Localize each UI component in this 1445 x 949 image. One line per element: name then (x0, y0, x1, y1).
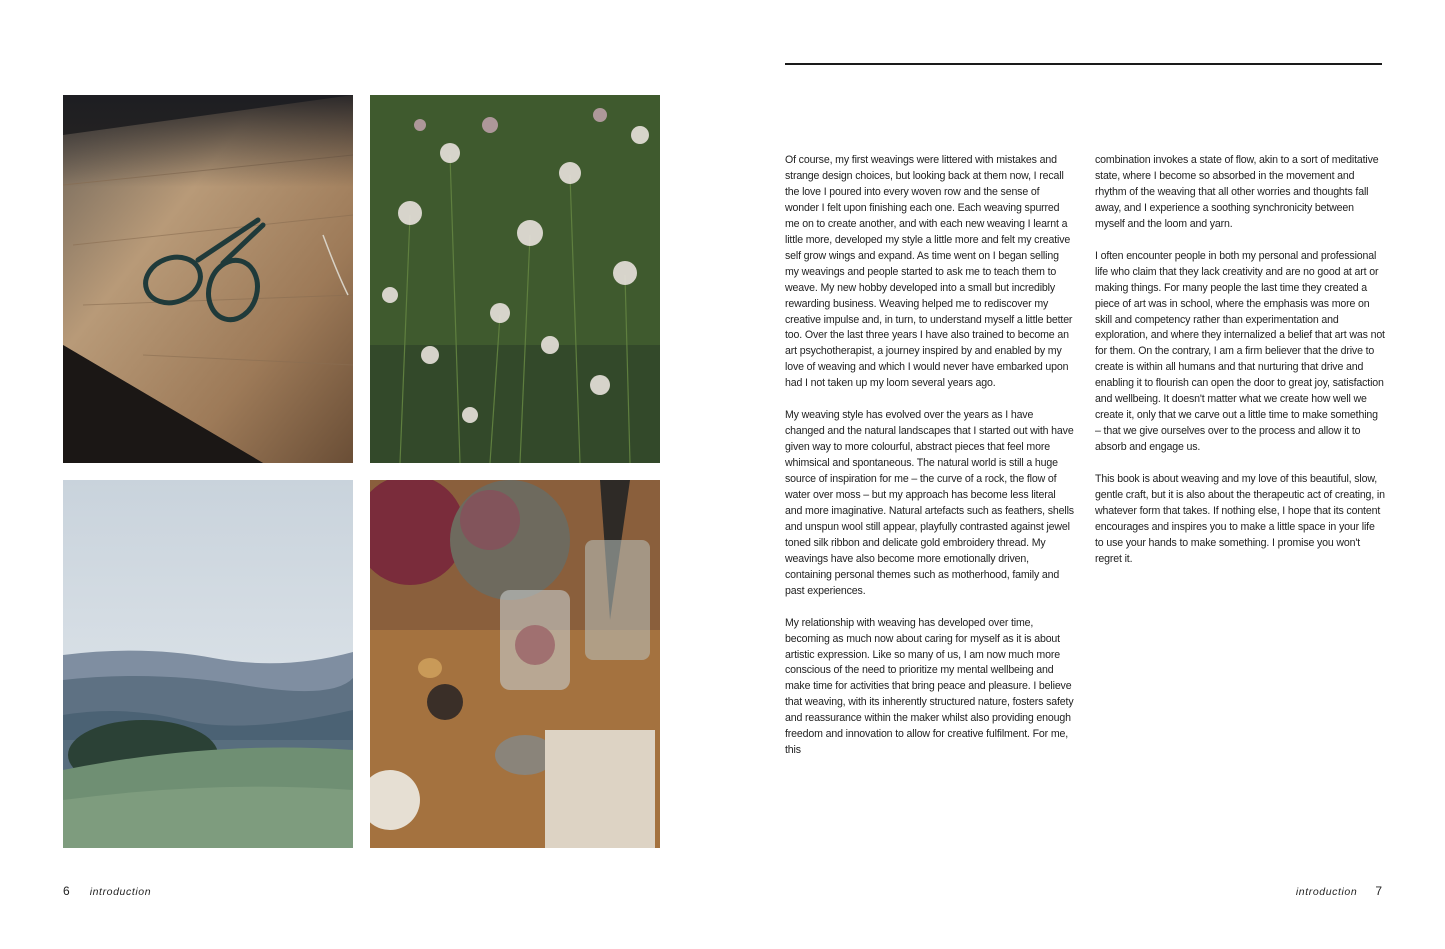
paragraph: My weaving style has evolved over the years as I have changed and the natural landscapes that I started out with have given way to more colourful, abstract pieces that feel more whimsical and spontaneous. The natural world is still a huge source of inspiration for me – the curve of a rock, the flow of water over moss – but my approach has become less literal and more imaginative. Natural artefacts such as feathers, shells and unspun wool still appear, playfully contrasted against jewel toned silk ribbon and delicate gold embroidery thread. My weavings have also become more emotionally driven, containing personal themes such as motherhood, family and past experiences. (785, 409, 1074, 597)
section-label: introduction (89, 886, 152, 898)
footer-left (63, 884, 151, 898)
section-label: introduction (1295, 886, 1358, 898)
text-column-right (1095, 153, 1385, 584)
paragraph: My relationship with weaving has developed over time, becoming as much now about caring for myself as it is about artistic expression. Like so many of us, I am now much more conscious of the need to prioritize my mental wellbeing and make time for activities that bring peace and pleasure. I believe that weaving, with its inherently structured nature, fosters safety and reassurance within the maker whilst also providing enough freedom and innovation to allow for creative fulfilment. For me, this (785, 616, 1074, 757)
footer-right (1296, 884, 1382, 898)
photo-scissors (63, 95, 353, 463)
natural-artefacts-still-life-icon (370, 480, 660, 848)
paragraph: This book is about weaving and my love of this beautiful, slow, gentle craft, but it is also about the therapeutic act of creating, in whatever form that takes. If nothing else, I hope that its content encourages and inspires you to make a little space in your life to use your hands to make something. I promise you won't regret it. (1095, 473, 1385, 565)
wild-meadow-flowers-icon (370, 95, 660, 463)
paragraph: I often encounter people in both my personal and professional life who claim that they lack creativity and are no good at art or making things. For many people the last time they created a piece of art was in school, where the emphasis was more on skill and competency rather than experimentation and exploration, and where they internalized a belief that art was not for them. On the contrary, I am a firm believer that the drive to create is within all humans and that nurturing that drive and enabling it to flourish can open the door to great joy, satisfaction and wellbeing. It doesn't matter what we create how well we create it, only that we carve out a little time to make something – that we give ourselves over to the process and allow it to absorb and engage us. (1095, 249, 1385, 454)
header-rule (785, 63, 1382, 65)
photo-flowers (370, 95, 660, 463)
photo-still-life (370, 480, 660, 848)
page-number: 7 (1375, 884, 1382, 898)
scissors-on-wood-icon (63, 95, 353, 463)
page-number: 6 (63, 884, 70, 898)
photo-landscape (63, 480, 353, 848)
text-column-left (785, 153, 1075, 775)
paragraph: combination invokes a state of flow, akin to a sort of meditative state, where I become so absorbed in the movement and rhythm of the weaving that all other worries and thoughts fall away, and I experience a soothing synchronicity between myself and the loom and yarn. (1095, 154, 1379, 230)
misty-hills-icon (63, 480, 353, 848)
paragraph: Of course, my first weavings were littered with mistakes and strange design choices, but looking back at them now, I recall the love I poured into every woven row and the sense of wonder I felt upon finishing each one. Each weaving spurred me on to create another, and with each new weaving I learnt a little more, developed my style a little more and felt my creative self grow wings and expand. As time went on I began selling my weavings and people started to ask me to teach them to weave. My new hobby developed into a small but incredibly rewarding business. Weaving helped me to rediscover my creative impulse and, in turn, to understand myself a little better too. Over the last three years I have also trained to become an art psychotherapist, a journey inspired by and enabled by my love of weaving and which I would never have embarked upon had I not taken up my loom several years ago. (785, 154, 1073, 390)
